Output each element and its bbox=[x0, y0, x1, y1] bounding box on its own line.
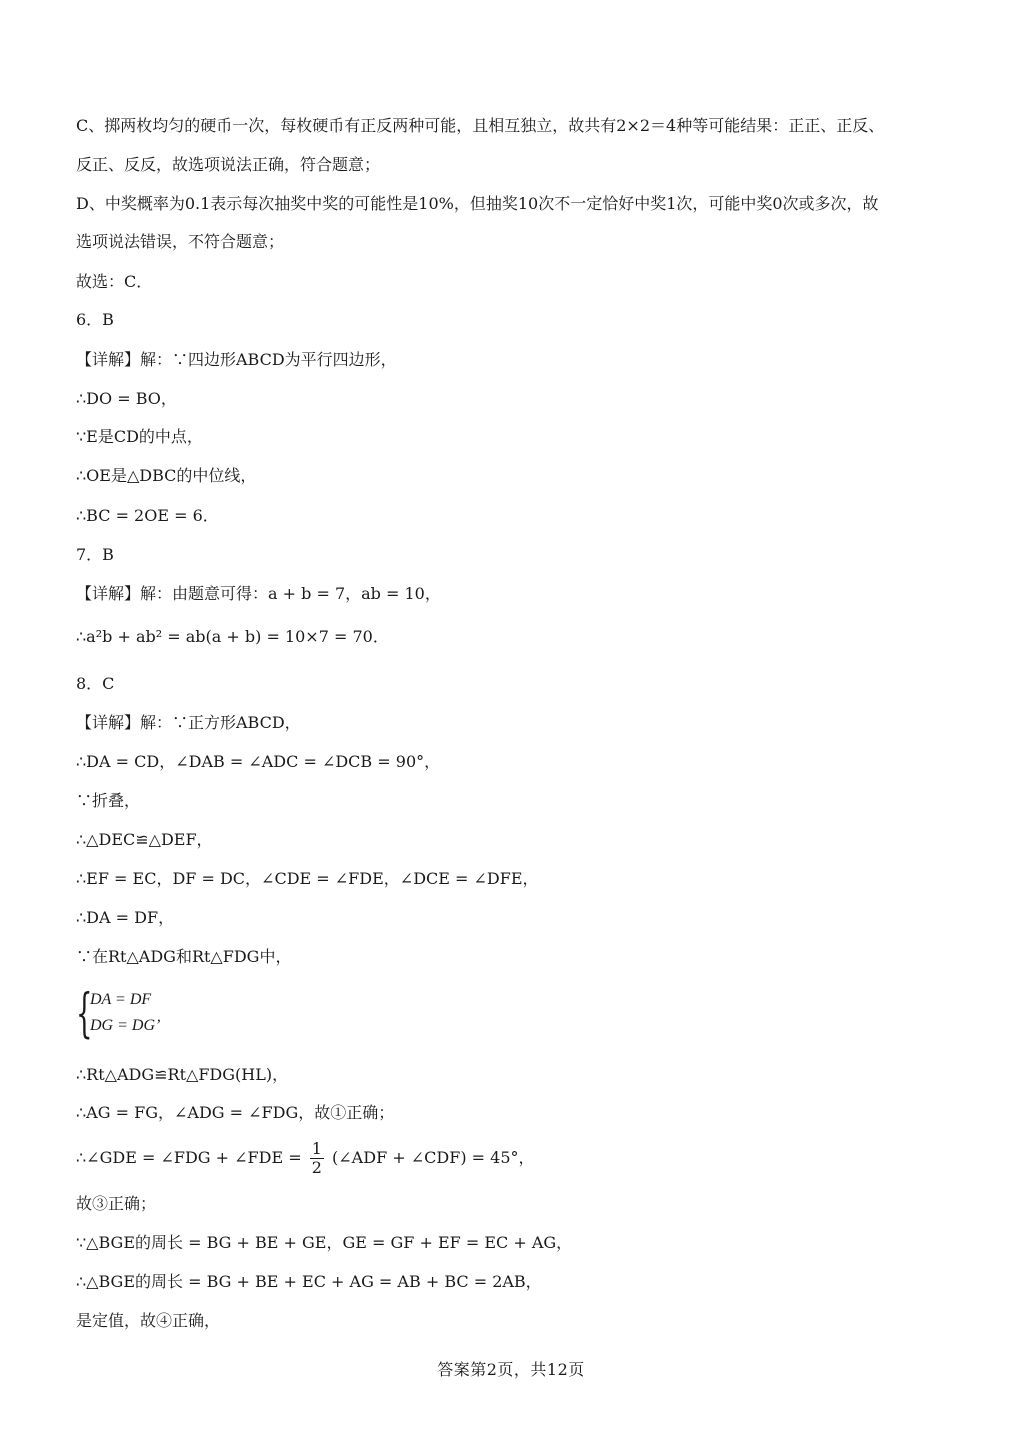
fraction bbox=[310, 1140, 324, 1177]
math-line: ∴a²b + ab² = ab(a + b) = 10×7 = 70． bbox=[76, 627, 389, 646]
math-line: ∴OE是△DBC的中位线， bbox=[76, 466, 257, 485]
text-line: 【详解】解：∵正方形ABCD， bbox=[76, 713, 301, 732]
math-line: ∴△BGE的周长 = BG + BE + EC + AG = AB + BC = 2AB， bbox=[76, 1272, 542, 1291]
equation-prefix: ∴∠GDE = ∠FDG + ∠FDE = bbox=[76, 1148, 302, 1167]
math-line: ∴DA = CD，∠DAB = ∠ADC = ∠DCB = 90°， bbox=[76, 752, 441, 771]
fraction-denominator: 2 bbox=[311, 1158, 322, 1177]
text-line: 反正、反反，故选项说法正确，符合题意； bbox=[76, 155, 381, 174]
math-line: ∵△BGE的周长 = BG + BE + GE，GE = GF + EF = EC + AG， bbox=[76, 1233, 573, 1252]
text-line: 【详解】解：由题意可得：a + b = 7，ab = 10， bbox=[76, 584, 441, 603]
math-line: ∴△DEC≌△DEF， bbox=[76, 830, 213, 849]
question-number: 7．B bbox=[76, 545, 114, 564]
equation-row: DA = DF bbox=[90, 991, 152, 1008]
equation-system bbox=[76, 986, 276, 1046]
page-footer: 答案第2页，共12页 bbox=[437, 1360, 585, 1379]
text-line: 故选：C． bbox=[76, 272, 153, 291]
text-line: 故③正确； bbox=[76, 1194, 157, 1213]
equation-row bbox=[90, 1014, 160, 1038]
fraction-numerator: 1 bbox=[311, 1139, 322, 1158]
text-line: 选项说法错误，不符合题意； bbox=[76, 232, 285, 251]
equation-text: DG = DG bbox=[90, 1017, 156, 1034]
math-line: ∴AG = FG，∠ADG = ∠FDG，故①正确； bbox=[76, 1103, 395, 1122]
math-line: ∴BC = 2OE = 6． bbox=[76, 506, 219, 525]
text-line: C、掷两枚均匀的硬币一次，每枚硬币有正反两种可能，且相互独立，故共有2×2＝4种等可能结果：正正、正反、 bbox=[76, 116, 885, 135]
text-line: D、中奖概率为0.1表示每次抽奖中奖的可能性是10%，但抽奖10次不一定恰好中奖1次，可能中奖0次或多次，故 bbox=[76, 194, 879, 213]
equation-suffix: ’ bbox=[155, 1017, 161, 1034]
math-line: ∴EF = EC，DF = DC，∠CDE = ∠FDE，∠DCE = ∠DFE， bbox=[76, 869, 539, 888]
math-line: ∴Rt△ADG≌Rt△FDG(HL)， bbox=[76, 1065, 289, 1084]
question-number: 6．B bbox=[76, 310, 114, 329]
math-line: ∴DO = BO， bbox=[76, 389, 177, 408]
text-line: ∵在Rt△ADG和Rt△FDG中， bbox=[76, 947, 292, 966]
text-line: 是定值，故④正确， bbox=[76, 1311, 221, 1330]
equation-suffix: (∠ADF + ∠CDF) = 45°， bbox=[332, 1148, 535, 1167]
text-line: ∵折叠， bbox=[76, 791, 141, 810]
math-line: ∴DA = DF， bbox=[76, 908, 175, 927]
text-line: 【详解】解：∵四边形ABCD为平行四边形， bbox=[76, 350, 397, 369]
fraction-equation bbox=[76, 1140, 535, 1177]
left-brace-icon: { bbox=[76, 984, 93, 1044]
question-number: 8．C bbox=[76, 674, 115, 693]
math-line: ∵E是CD的中点， bbox=[76, 427, 203, 446]
